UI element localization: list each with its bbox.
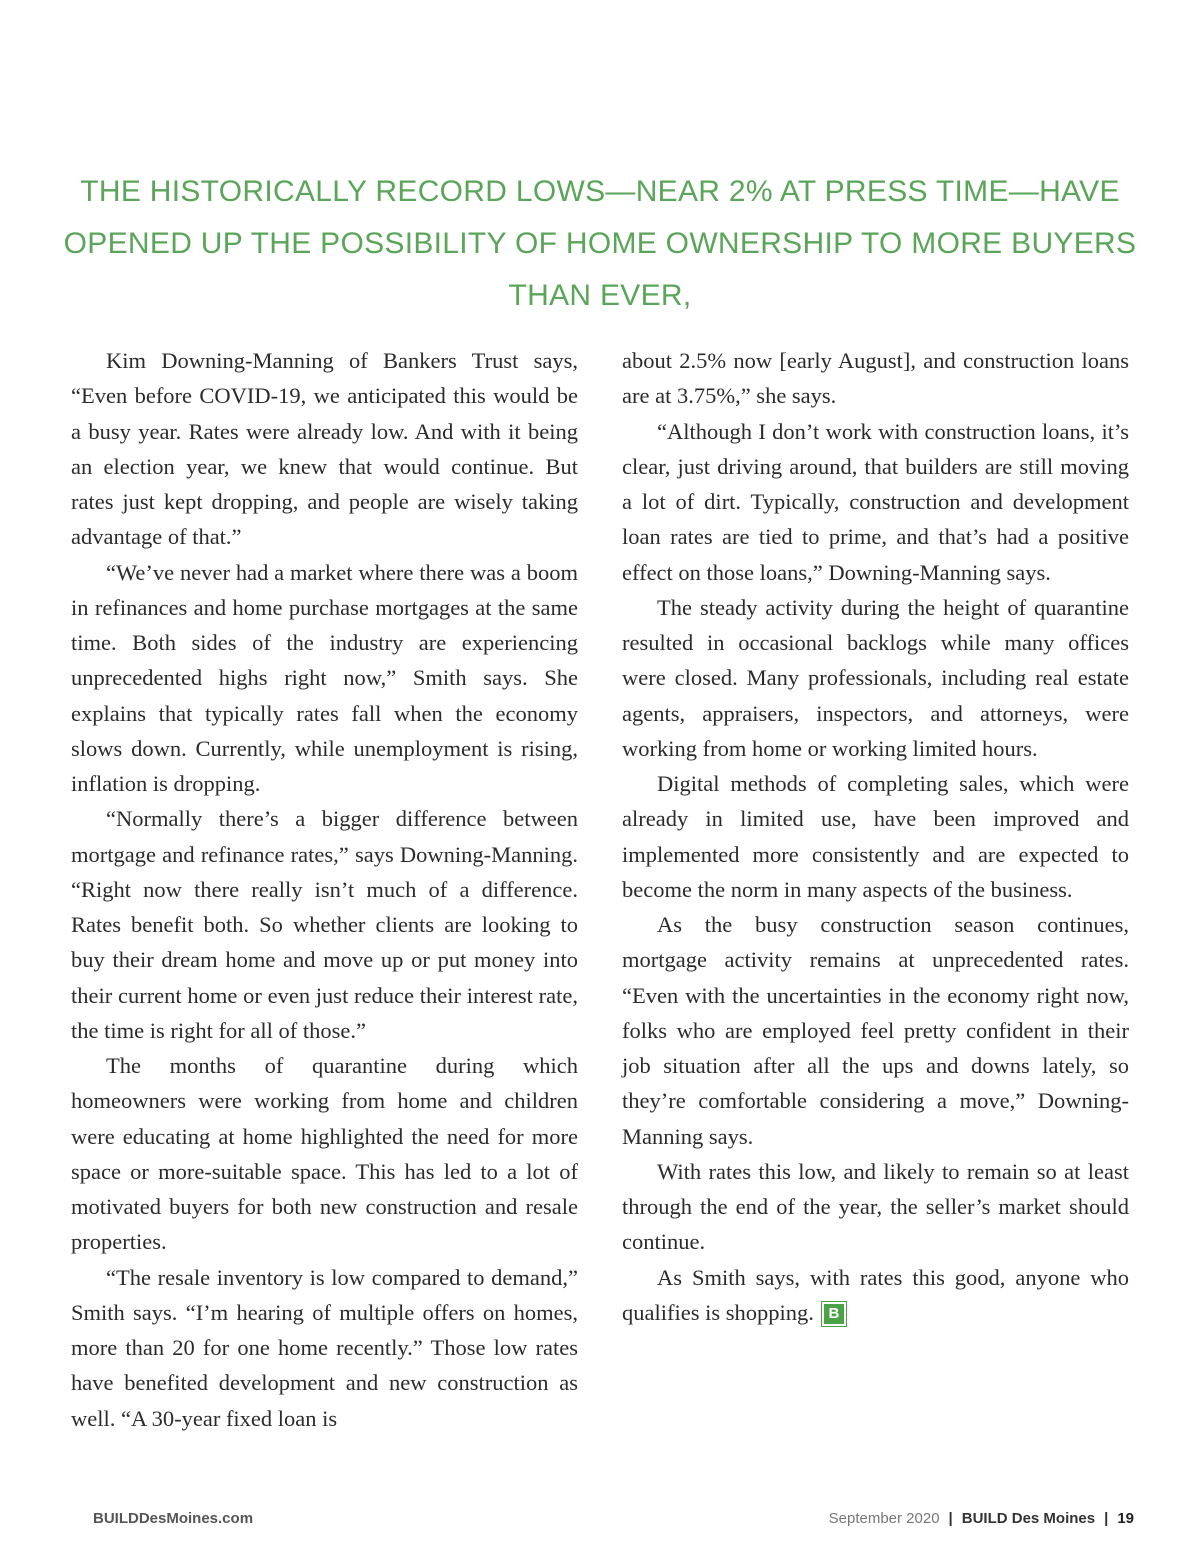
footer-separator: |: [948, 1510, 953, 1527]
pull-quote: THE HISTORICALLY RECORD LOWS—NEAR 2% AT PRESS TIME—HAVE OPENED UP THE POSSIBILITY OF HOME OWNERSHIP TO MORE BUYERS THAN EVER,: [63, 175, 1137, 312]
page-number: 19: [1117, 1510, 1134, 1527]
paragraph: Kim Downing-Manning of Bankers Trust says, “Even before COVID-19, we anticipated this would be a busy year. Rates were already low. And with it being an election year, we knew that would continue. But rates just kept dropping, and people are wisely taking advantage of that.”: [71, 348, 578, 550]
footer-website: BUILDDesMoines.com: [93, 1510, 254, 1527]
final-paragraph-text: As Smith says, with rates this good, anyone who qualifies is shopping.: [622, 1264, 1129, 1325]
paragraph: As the busy construction season continues, mortgage activity remains at unprecedented rates. “Even with the uncertainties in the economy right now, folks who are employed feel pretty confident in their job situation after all the ups and downs lately, so they’re comfortable considering a move,” Downing-Manning says.: [622, 912, 1129, 1149]
end-of-article-icon: B: [822, 1302, 846, 1326]
paragraph: “We’ve never had a market where there was a boom in refinances and home purchase mortgages at the same time. Both sides of the industry are experiencing unprecedented highs right now,” Smith says. She explains that typically rates fall when the economy slows down. Currently, while unemployment is rising, inflation is dropping.: [71, 559, 578, 796]
footer-date: September 2020: [828, 1510, 940, 1527]
paragraph: With rates this low, and likely to remain so at least through the end of the year, the seller’s market should continue.: [622, 1158, 1129, 1255]
article-column-left: [71, 343, 578, 1436]
paragraph: “Normally there’s a bigger difference between mortgage and refinance rates,” says Downing-Manning. “Right now there really isn’t much of a difference. Rates benefit both. So whether clients are looking to buy their dream home and move up or put money into their current home or even just reduce their interest rate, the time is right for all of those.”: [71, 806, 578, 1043]
paragraph: The steady activity during the height of quarantine resulted in occasional backlogs while many offices were closed. Many professionals, including real estate agents, appraisers, inspectors, and attorneys, were working from home or working limited hours.: [622, 594, 1129, 761]
paragraph: “The resale inventory is low compared to demand,” Smith says. “I’m hearing of multiple offers on homes, more than 20 for one home recently.” Those low rates have benefited development and new construction as well. “A 30-year fixed loan is: [71, 1264, 578, 1431]
final-paragraph: [622, 1260, 1129, 1331]
footer-folio: [829, 1510, 1134, 1527]
article-column-right: [622, 343, 1129, 1330]
paragraph: The months of quarantine during which homeowners were working from home and children were educating at home highlighted the need for more space or more-suitable space. This has led to a lot of motivated buyers for both new construction and resale properties.: [71, 1053, 578, 1255]
paragraph: “Although I don’t work with construction loans, it’s clear, just driving around, that builders are still moving a lot of dirt. Typically, construction and development loan rates are tied to prime, and that’s had a positive effect on those loans,” Downing-Manning says.: [622, 418, 1129, 585]
footer-separator: |: [1104, 1510, 1109, 1527]
page-footer: [0, 1508, 1200, 1532]
footer-magazine-name: BUILD Des Moines: [961, 1510, 1096, 1527]
paragraph: about 2.5% now [early August], and construction loans are at 3.75%,” she says.: [622, 348, 1129, 409]
paragraph: Digital methods of completing sales, which were already in limited use, have been improved and implemented more consistently and are expected to become the norm in many aspects of the business.: [622, 771, 1129, 902]
